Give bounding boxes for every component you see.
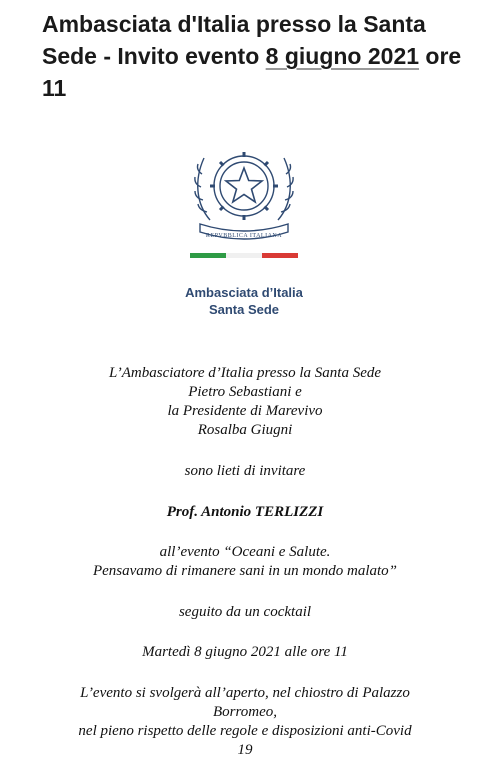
host-line: L’Ambasciatore d’Italia presso la Santa Sede [108, 365, 382, 381]
flag-stripe-green [190, 253, 226, 258]
host-line: Rosalba Giugni [197, 422, 293, 438]
event-line: Pensavamo di rimanere sani in un mondo malato” [92, 563, 397, 579]
embassy-name [140, 284, 348, 318]
invite-text: sono lieti di invitare [184, 463, 306, 479]
location-line: nel pieno rispetto delle regole e disposizioni anti-Covid [78, 723, 412, 739]
flag-stripe-white [226, 253, 262, 258]
location-line: 19 [237, 742, 253, 758]
event-location [20, 684, 470, 760]
host-line: la Presidente di Marevivo [167, 403, 323, 419]
page-title [42, 8, 482, 104]
event-title [20, 543, 470, 581]
event-datetime: Martedì 8 giugno 2021 alle ore 11 [142, 644, 348, 660]
title-text: Ambasciata d'Italia presso la Santa Sede - Invito evento [42, 11, 426, 69]
event-date-link[interactable]: 8 giugno 2021 [265, 43, 420, 69]
event-line: all’evento “Oceani e Salute. [159, 544, 331, 560]
invitation-hosts [20, 364, 470, 440]
host-line: Pietro Sebastiani e [188, 384, 302, 400]
flag-stripe-red [262, 253, 298, 258]
embassy-name-line1: Ambasciata d’Italia [185, 285, 303, 300]
emblem-banner-text: REPVBBLICA ITALIANA [205, 233, 283, 239]
guest-name: Prof. Antonio TERLIZZI [166, 504, 324, 520]
embassy-name-line2: Santa Sede [208, 302, 280, 317]
location-line: Borromeo, [212, 704, 278, 720]
cocktail-text: seguito da un cocktail [178, 604, 312, 620]
repubblica-italiana-emblem-icon [188, 140, 300, 245]
location-line: L’evento si svolgerà all’aperto, nel chiostro di Palazzo [80, 685, 410, 701]
title-time: ore 11 [42, 43, 462, 101]
